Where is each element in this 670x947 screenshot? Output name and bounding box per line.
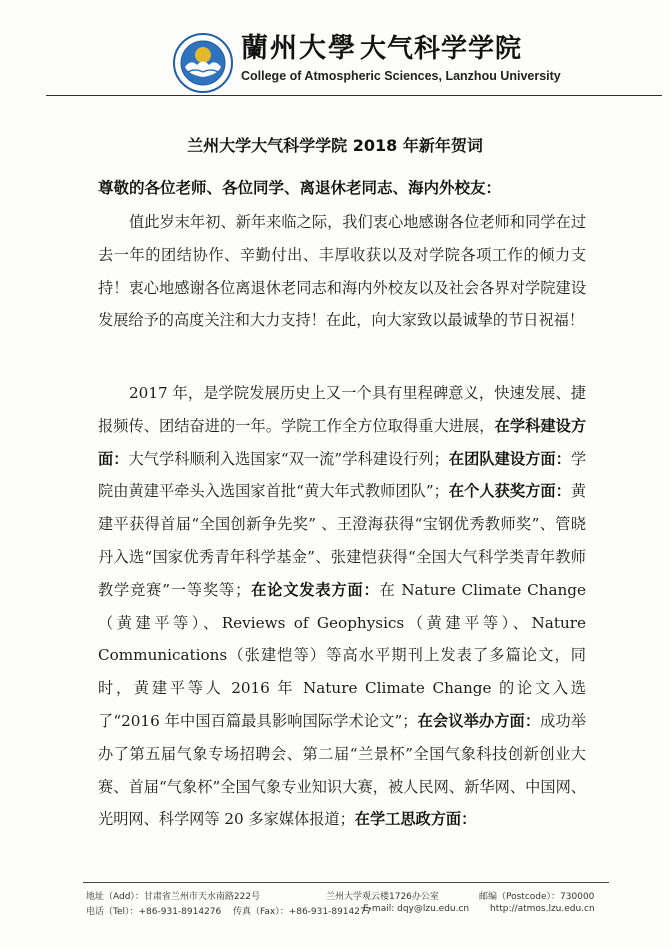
paragraph-2-text: 大气学科顺利入选国家“双一流”学科建设行列； (128, 449, 449, 468)
heading-discipline: 在学科建设方面： (98, 416, 587, 468)
heading-papers: 在论文发表方面： (250, 580, 380, 599)
heading-awards: 在个人获奖方面： (448, 482, 571, 501)
paragraph-2-text: 2017 年，是学院发展历史上又一个具有里程碑意义，快速发展、捷报频传、团结奋进的一年。学院工作全方位取得重大进展， (98, 384, 586, 435)
footer-email[interactable]: E-mail: dqy@lzu.edu.cn (363, 904, 470, 914)
footer-website[interactable]: http://atmos.lzu.edu.cn (490, 904, 595, 914)
letterhead (0, 0, 670, 100)
college-name-en: College of Atmospheric Sciences, Lanzhou University (241, 69, 561, 83)
footer-postcode: 邮编（Postcode）：730000 (479, 892, 595, 902)
paragraph-2-text: 黄建平获得首届“全国创新争先奖” 、王澄海获得“宝钢优秀教师奖”、管晓丹入选“国家优秀青年科学基金”、张建恺获得“全国大气科学类青年教师教学竞赛”一等奖等； (98, 482, 587, 599)
heading-student-affairs: 在学工思政方面： (354, 810, 477, 829)
paragraph-2-text: 成功举办了第五届气象专场招聘会、第二届“兰景杯”全国气象科技创新创业大赛、首届“气象杯”全国气象专业知识大赛，被人民网、新华网、中国网、光明网、科学网等 20 多家媒体报道； (98, 711, 587, 829)
college-logo-icon (173, 33, 233, 93)
heading-team: 在团队建设方面： (448, 449, 571, 468)
paragraph-2-text: 在 Nature Climate Change（黄建平等）、Reviews of Geophysics（黄建平等）、Nature Communications（张建恺等）等高水平期刊上发表了多篇论文，同时，黄建平等人 2016 年 Nature Climate Change 的论文入选了“2016 年中国百篇最具影响国际学术论文”； (98, 580, 587, 730)
document-title: 兰州大学大气科学学院 2018 年新年贺词 (187, 136, 483, 155)
header-divider (46, 95, 662, 96)
salutation: 尊敬的各位老师、各位同学、离退休老同志、海内外校友： (98, 179, 502, 197)
footer-office: 兰州大学观云楼1726办公室 (326, 892, 439, 902)
footer-divider (83, 882, 609, 883)
college-name-cn: 大气科学学院 (360, 34, 523, 64)
paragraph-1 (98, 206, 586, 337)
heading-conferences: 在会议举办方面： (417, 711, 541, 730)
footer-fax: 传真（Fax）：+86-931-8914277 (233, 907, 372, 917)
paragraph-1-text: 值此岁末年初、新年来临之际，我们衷心地感谢各位老师和同学在过去一年的团结协作、辛勤付出、丰厚收获以及对学院各项工作的倾力支持！衷心地感谢各位离退休老同志和海内外校友以及社会各界对学院建设发展给予的高度关注和大力支持！在此，向大家致以最诚挚的节日祝福！ (98, 213, 586, 330)
footer-tel: 电话（Tel）：+86-931-8914276 (86, 907, 222, 917)
paragraph-2-text: 学院由黄建平牵头入选国家首批“黄大年式教师团队”； (98, 449, 587, 501)
footer-address: 地址（Add）：甘肃省兰州市天水南路222号 (86, 892, 261, 902)
university-name: 蘭州大學 (241, 33, 357, 64)
paragraph-2 (98, 377, 586, 836)
